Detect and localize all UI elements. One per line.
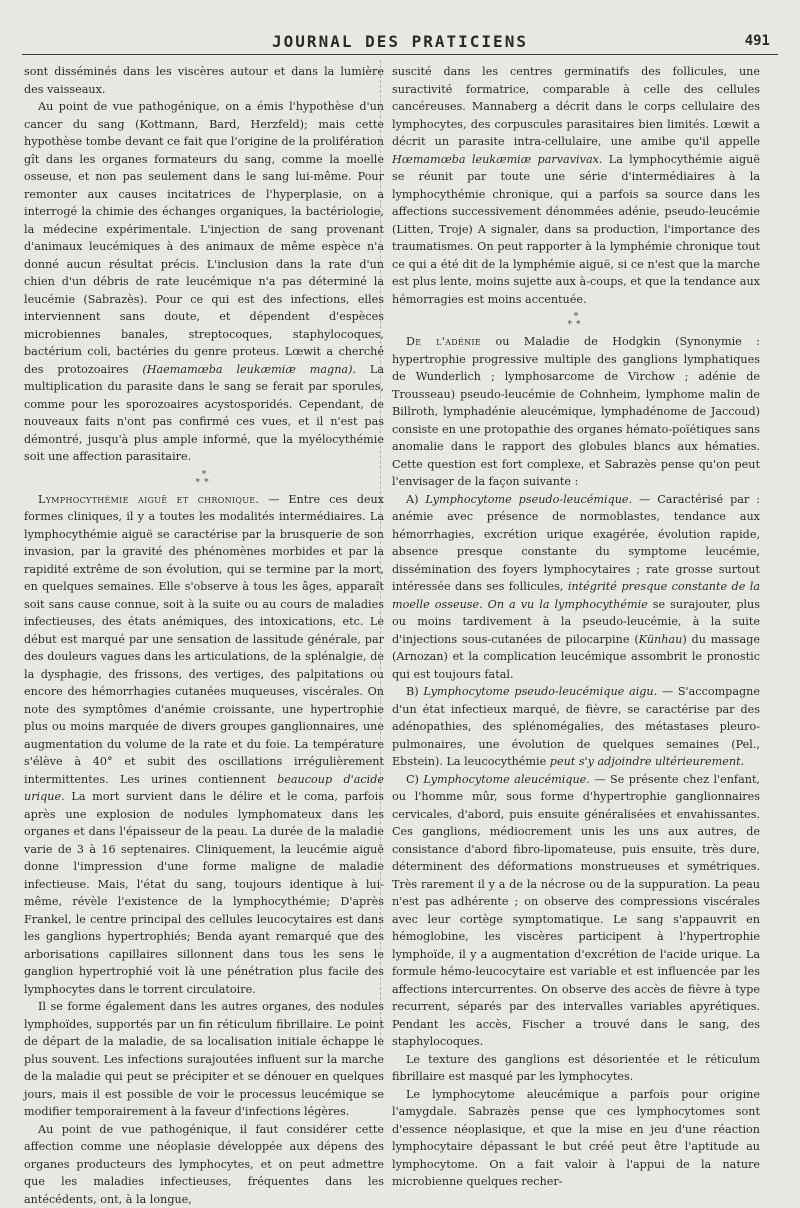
- paragraph: Il se forme également dans les autres organes, des nodules lymphoïdes, supportés par un fin réticulum fibrillaire. Le point de départ de la maladie, de sa localisation initiale échappe le plus souvent. Les infections surajoutées influent sur la marche de la maladie qui peut se précipiter et se dénouer en quelques jours, mais il est possible de voir le processus leucémique se modifier temporairement à la faveur d'infections légères.: [24, 998, 384, 1121]
- paragraph: [392, 771, 760, 1051]
- paragraph-text: Au point de vue pathogénique, on a émis l'hypothèse d'un cancer du sang (Kottmann, Bard, Herzfeld); mais cette hypothèse tombe devant ce fait que l'origine de la prolifération gît dans les organes formateurs du sang, comme la moelle osseuse, et non pas seulement dans le sang lui-même. Pour remonter aux causes incitatrices de l'hyperplasie, on a interrogé la chimie des échanges organiques, la bactériologie, la médecine expérimentale. L'injection de sang provenant d'animaux leucémiques à des animaux de même espèce n'a donné aucun résultat précis. L'inclusion dans la rate d'un chien d'un débris de rate leucémique n'a pas déterminé la leucémie (Sabrazès). Pour ce qui est des infections, elles interviennent sans doute, et dépendent d'espèces microbiennes banales, streptocoques, staphylocoques, bactérium coli, bactéries du genre proteus. Lœwit a cherché des protozoaires: [24, 100, 384, 376]
- paragraph: Le texture des ganglions est désorientée et le réticulum fibrillaire est masqué par les lymphocytes.: [392, 1051, 760, 1086]
- paragraph-text: La mort survient dans le délire et le coma, parfois après une explosion de nodules lymphomateux dans les organes et dans l'épaisseur de la peau. La durée de la maladie varie de 3 à 16 septenaires. Cliniquement, la leucémie aiguë donne l'impression d'une forme maligne de maladie infectieuse. Mais, l'état du sang, toujours identique à lui-même, révèle l'existence de la lymphocythémie; D'après Frankel, le centre principal des cellules leucocytaires est dans les ganglions hypertrophiés; Benda ayant remarqué que des arborisations capillaires sillonnent dans tous les sens le ganglion hypertrophié voit là une pénétration plus facile des lymphocytes dans le torrent circulatoire.: [24, 790, 384, 996]
- paragraph-text: — Se présente chez l'enfant, ou l'homme mûr, sous forme d'hypertrophie ganglionnaires cervicales, d'abord, puis ensuite généralisées et envahissantes. Ces ganglions, médiocrement unis les uns aux autres, de consistance d'abord fibro-lipomateuse, puis ensuite, très dure, déterminent des déformations monstrueuses et symétriques. Très rarement il y a de la nécrose ou de la suppuration. La peau n'est pas adhérente ; on observe des compressions viscérales avec leur cortège symptomatique. Le sang s'appauvrit en hémoglobine, les viscères participent à l'hypertrophie lymphoïde, il y a augmentation d'excrétion de l'acide urique. La formule hémo-leucocytaire est variable et est influencée par les affections intercurrentes. On observe des accès de fièvre à type recurrent, séparés par des intervalles variables apyrétiques. Pendant les accès, Fischer a trouvé dans le sang, des staphylocoques.: [392, 773, 760, 1049]
- paragraph: [392, 333, 760, 491]
- italic-text: Hœmamœba leukæmiæ parvavivax.: [392, 153, 603, 166]
- paragraph-text: ou Maladie de Hodgkin (Synonymie : hypertrophie progressive multiple des ganglions lymphatiques de Wunderlich ; lymphosarcome de Virchow ; adénie de Trousseau) pseudo-leucémie de Cohnheim, lymphome malin de Billroth, lymphadénie aleucémique, lymphadénome de Jaccoud) consiste en une protopathie des organes hémato-poïétiques sans anomalie dans le rapport des globules blancs aux hématies. Cette question est fort complexe, et Sabrazès pense qu'on peut l'envisager de la façon suivante :: [392, 335, 760, 488]
- page-number: 491: [745, 33, 770, 49]
- italic-text: beaucoup d'acide urique.: [24, 773, 384, 804]
- paragraph-text: se surajouter, plus ou moins tardivement à la pseudo-leucémie, à la suite d'injections sous-cutanées de pilocarpine (: [392, 598, 760, 646]
- paragraph: [392, 63, 760, 308]
- italic-text: Lymphocytome pseudo-leucémique aigu.: [423, 685, 657, 698]
- right-column: [392, 63, 760, 1191]
- paragraph: Le lymphocytome aleucémique a parfois pour origine l'amygdale. Sabrazès pense que ces lymphocytomes sont d'essence néoplasique, et que la mise en jeu d'une réaction lymphocytaire dépassant le but créé peut être l'aptitude au lymphocytome. On a fait valoir à l'appui de la nature microbienne quelques recher-: [392, 1086, 760, 1191]
- paragraph: [24, 98, 384, 466]
- paragraph: [24, 491, 384, 999]
- section-heading: Lymphocythémie aiguë et chronique.: [38, 493, 259, 506]
- section-separator-stars: * **: [24, 471, 384, 487]
- left-column: [24, 63, 384, 1208]
- paragraph-text: La multiplication du parasite dans le sang se ferait par sporules, comme pour les sporozoaires acystosporidés. Cependant, de nouveaux faits n'ont pas confirmé ces vues, et il n'est pas démontré, jusqu'à plus ample informé, que la myélocythémie soit une affection parasitaire.: [24, 363, 384, 464]
- paragraph-text: suscité dans les centres germinatifs des follicules, une suractivité formatrice, comparable à celle des cellules cancéreuses. Mannaberg a décrit dans le corps cellulaire des lymphocytes, des corpuscules parasitaires bien limités. Lœwit a décrit un parasite intra-cellulaire, une amibe qu'il appelle: [392, 65, 760, 148]
- list-marker: B): [406, 685, 423, 698]
- section-heading: De l'adénie: [406, 335, 481, 348]
- italic-text: (Haemamœba leukæmiæ magna).: [142, 363, 356, 376]
- paragraph-text: — S'accompagne d'un état infectieux marqué, de fièvre, se caractérise par des adénopathies, des splénomégalies, des métastases pleuro-pulmonaires, une évolution de quelques semaines (Pel., Ebstein). La leucocythémie: [392, 685, 760, 768]
- paragraph: [392, 683, 760, 771]
- italic-text: Künhau: [639, 633, 683, 646]
- italic-text: Lymphocytome pseudo-leucémique.: [425, 493, 632, 506]
- paragraph: [392, 491, 760, 684]
- italic-text: Lymphocytome aleucémique.: [423, 773, 589, 786]
- journal-title: JOURNAL DES PRATICIENS: [22, 32, 778, 51]
- paragraph-text: — Entre ces deux formes cliniques, il y a toutes les modalités intermédiaires. La lymphocythémie aiguë se caractérise par la brusquerie de son invasion, par la gravité des phénomènes morbides et par la rapidité extrême de son évolution, qui se termine par la mort, en quelques semaines. Elle s'observe à tous les âges, apparaît soit sans cause connue, soit à la suite ou au cours de maladies infectieuses, des états anémiques, des intoxications, etc. Le début est marqué par une sensation de lassitude générale, par des douleurs vagues dans les articulations, de la splénalgie, de la dysphagie, des frissons, des vertiges, des palpitations ou encore des hémorrhagies cutanées muqueuses, viscérales. On note des symptômes d'anémie croissante, une hypertrophie plus ou moins marquée de divers groupes ganglionnaires, une augmentation du volume de la rate et du foie. La température s'élève à 40° et subit des oscillations irrégulièrement intermittentes. Les urines contiennent: [24, 493, 384, 786]
- paragraph-text: — Caractérisé par : anémie avec présence de normoblastes, tendance aux hémorrhagies, excrétion urique exagérée, évolution rapide, absence presque constante du symptome leucémie, dissémination des foyers lymphocytaires ; rate grosse surtout intéressée dans ses follicules,: [392, 493, 760, 594]
- paragraph: Au point de vue pathogénique, il faut considérer cette affection comme une néoplasie développée aux dépens des organes producteurs des lymphocytes, et on peut admettre que les maladies infectieuses, fréquentes dans les antécédents, ont, à la longue,: [24, 1121, 384, 1208]
- paragraph: sont disséminés dans les viscères autour et dans la lumière des vaisseaux.: [24, 63, 384, 98]
- page-header: [22, 30, 778, 55]
- paragraph-text: La lymphocythémie aiguë se réunit par toute une série d'intermédiaires à la lymphocythémie chronique, qui a parfois sa source dans les affections successivement dénommées adénie, pseudo-leucémie (Litten, Troje) A signaler, dans sa production, l'importance des traumatismes. On peut rapporter à la lymphémie chronique tout ce qui a été dit de la lymphémie aiguë, si ce n'est que la marche est plus lente, moins sujette aux à-coups, et que la tendance aux hémorragies est moins accentuée.: [392, 153, 760, 306]
- italic-text: intégrité presque constante de la moelle osseuse. On a vu la lymphocythémie: [392, 580, 760, 611]
- list-marker: A): [406, 493, 425, 506]
- paragraph-text: ) du massage (Arnozan) et la complication leucémique assombrit le pronostic qui est toujours fatal.: [392, 633, 760, 681]
- italic-text: peut s'y adjoindre ultérieurement.: [550, 755, 744, 768]
- list-marker: C): [406, 773, 423, 786]
- section-separator-stars: * **: [392, 313, 760, 329]
